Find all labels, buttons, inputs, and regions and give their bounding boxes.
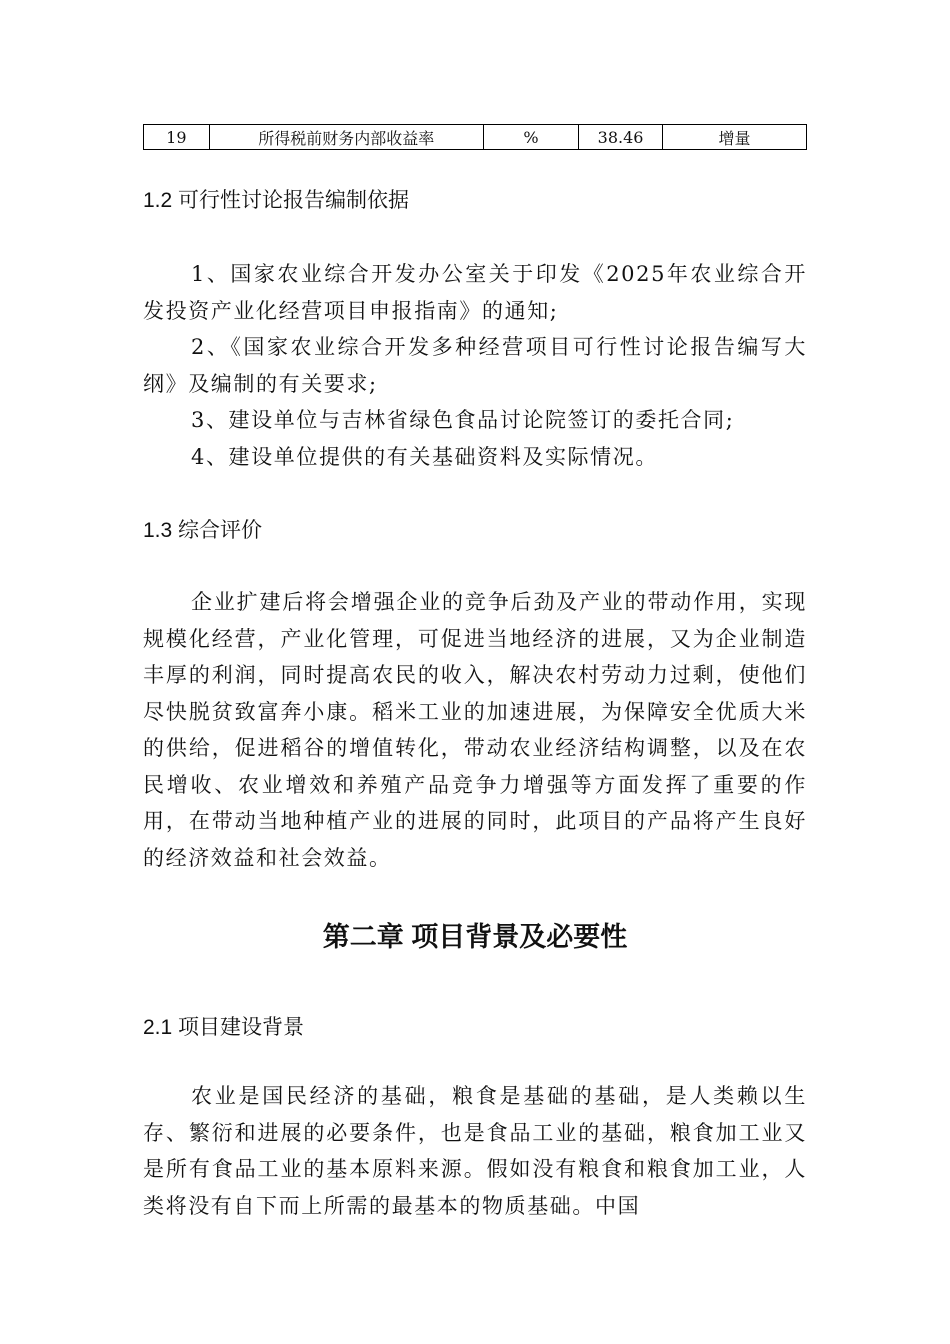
section-heading-1-3: 1.3 综合评价 xyxy=(143,519,263,542)
evaluation-paragraph-block xyxy=(143,584,807,876)
unit-cell: % xyxy=(483,125,578,150)
list-item: 3、建设单位与吉林省绿色食品讨论院签订的委托合同; xyxy=(191,408,735,432)
note-cell: 增量 xyxy=(662,125,806,150)
table-row xyxy=(144,125,807,150)
background-paragraph-block xyxy=(143,1078,807,1224)
value-cell: 38.46 xyxy=(579,125,663,150)
financial-indicator-table xyxy=(143,124,807,150)
section-heading-1-2: 1.2 可行性讨论报告编制依据 xyxy=(143,189,410,212)
list-item: 4、建设单位提供的有关基础资料及实际情况。 xyxy=(191,444,658,469)
row-number-cell: 19 xyxy=(144,125,210,150)
list-item: 1、国家农业综合开发办公室关于印发《2025年农业综合开发投资产业化经营项目申报指南》的通知; xyxy=(143,262,807,323)
section-heading-2-1: 2.1 项目建设背景 xyxy=(143,1016,305,1039)
list-item: 2、《国家农业综合开发多种经营项目可行性讨论报告编写大纲》及编制的有关要求; xyxy=(143,335,807,396)
background-paragraph: 农业是国民经济的基础，粮食是基础的基础，是人类赖以生存、繁衍和进展的必要条件，也是食品工业的基础，粮食加工业又是所有食品工业的基本原料来源。假如没有粮食和粮食加工业，人类将没有自下而上所需的最基本的物质基础。中国 xyxy=(143,1084,807,1218)
chapter-title: 第二章 项目背景及必要性 xyxy=(322,922,628,952)
basis-list xyxy=(143,256,807,475)
evaluation-paragraph: 企业扩建后将会增强企业的竞争后劲及产业的带动作用，实现规模化经营，产业化管理，可促进当地经济的进展，又为企业制造丰厚的利润，同时提高农民的收入，解决农村劳动力过剩，使他们尽快脱贫致富奔小康。稻米工业的加速进展，为保障安全优质大米的供给，促进稻谷的增值转化，带动农业经济结构调整，以及在农民增收、农业增效和养殖产品竞争力增强等方面发挥了重要的作用，在带动当地种植产业的进展的同时，此项目的产品将产生良好的经济效益和社会效益。 xyxy=(143,590,807,870)
indicator-name-cell: 所得税前财务内部收益率 xyxy=(209,125,483,150)
